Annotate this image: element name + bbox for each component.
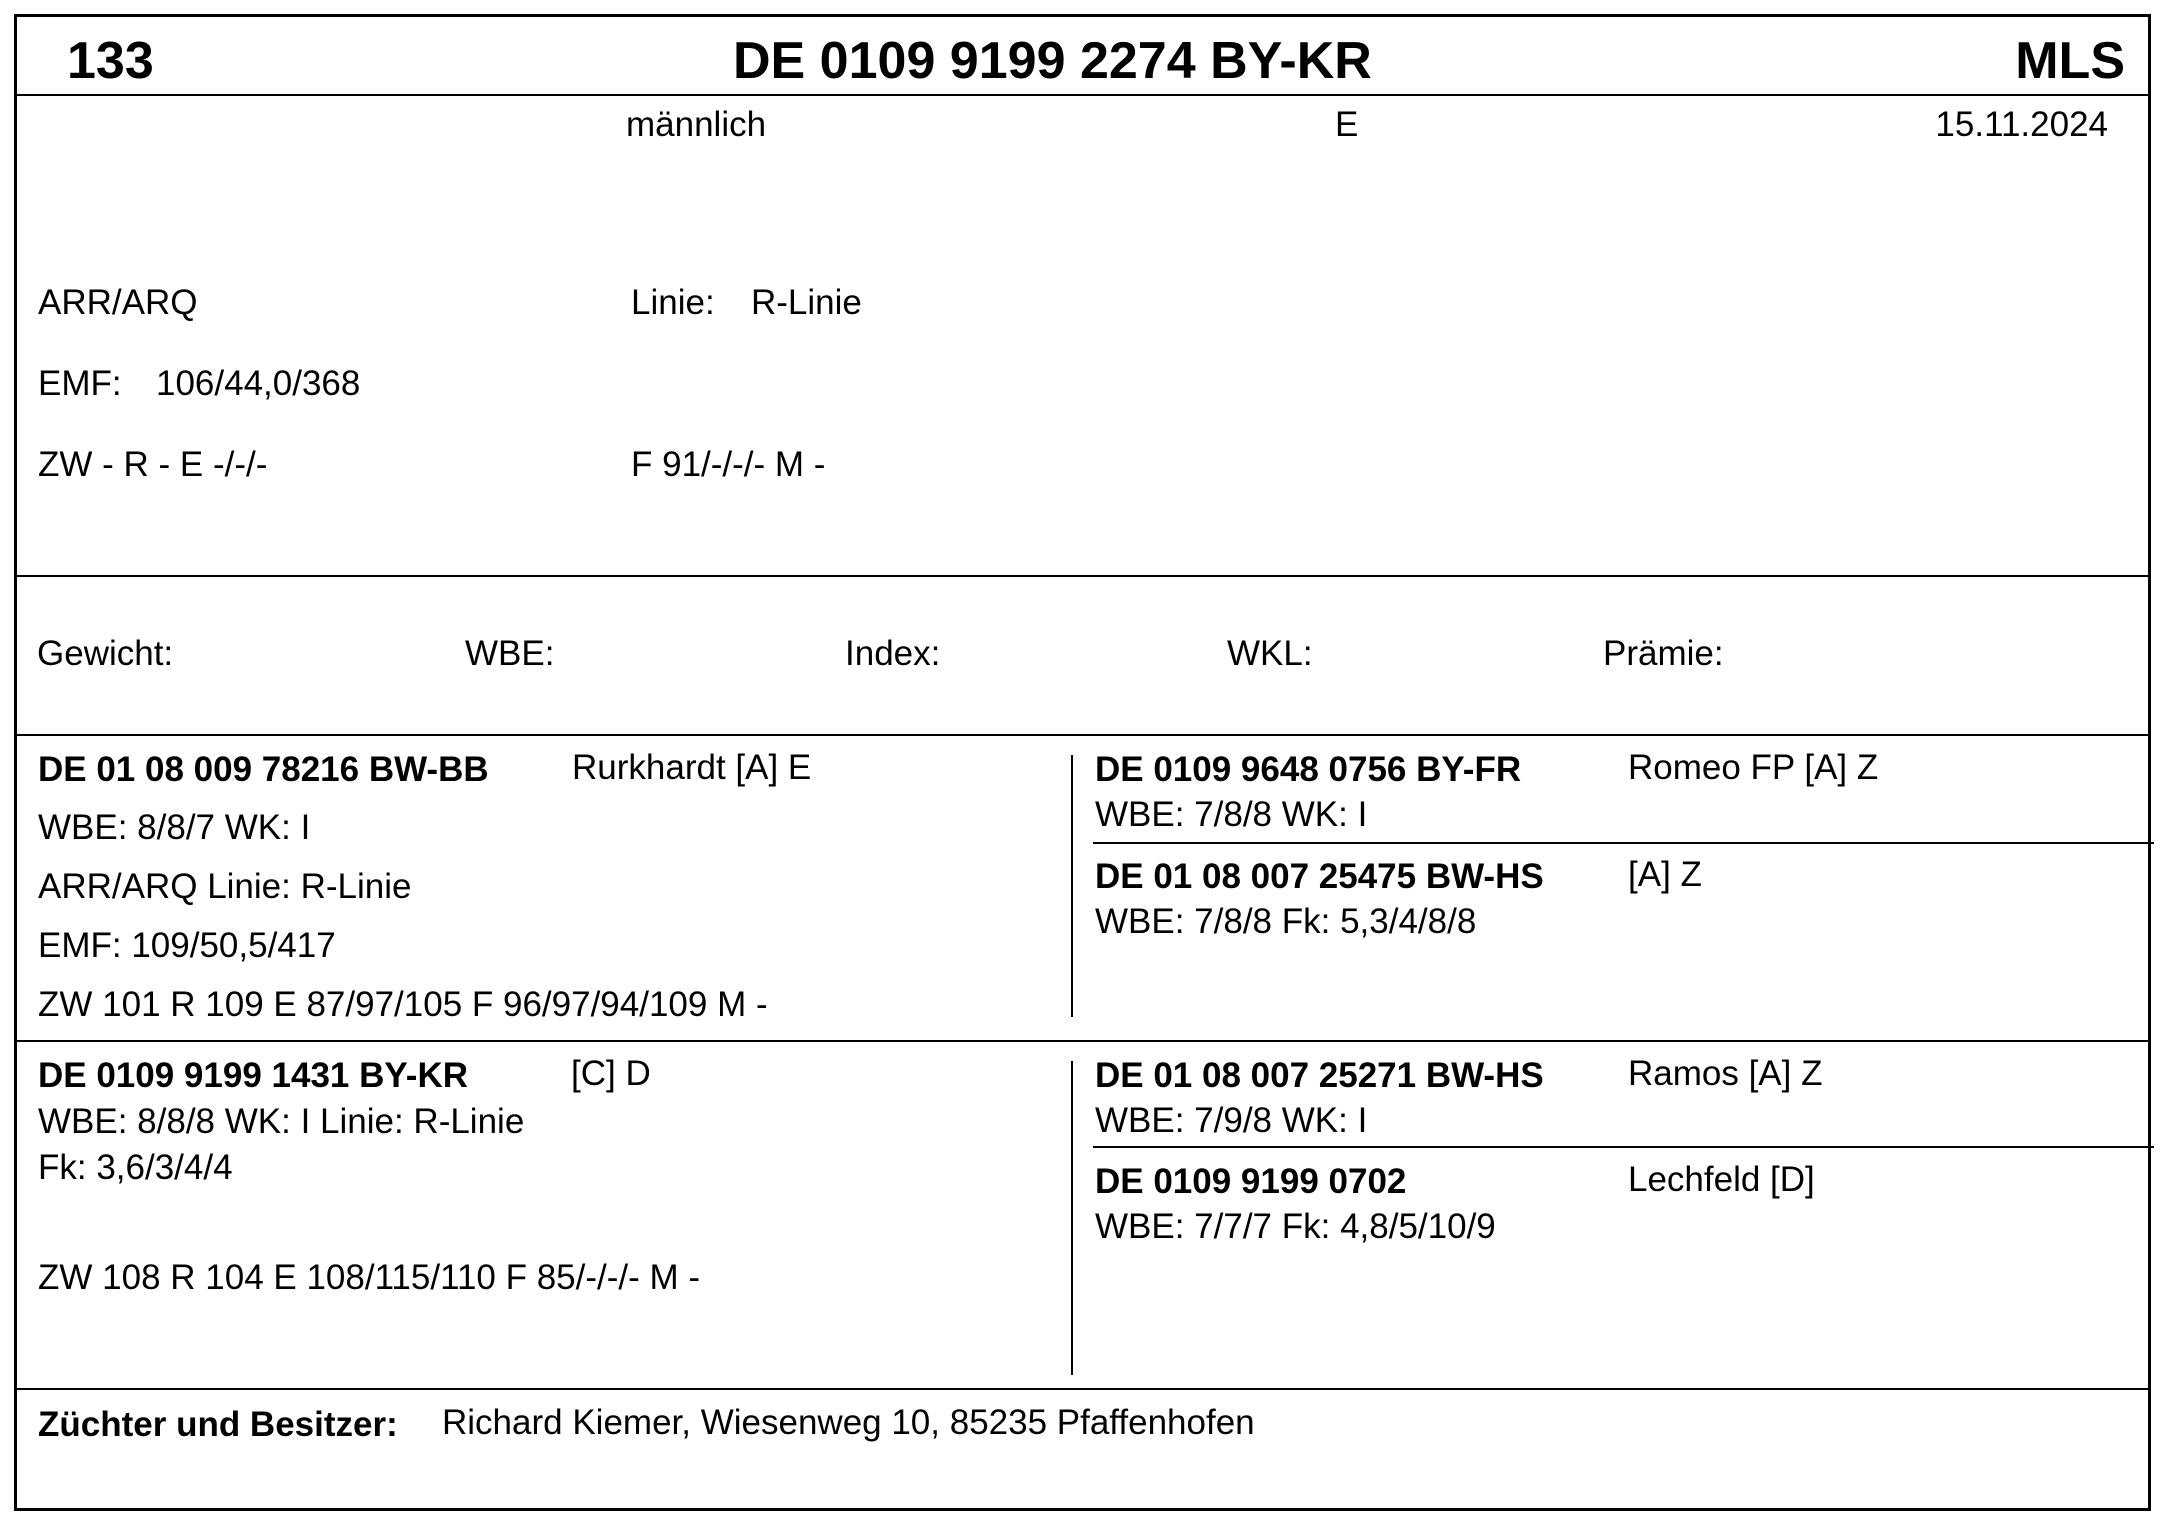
dam-column-divider [1071, 1061, 1073, 1375]
dam-grandparents-divider [1093, 1146, 2154, 1148]
breeding-value: ZW - R - E -/-/- [38, 445, 268, 484]
dam-sire-id: DE 01 08 007 25271 BW-HS [1095, 1056, 1544, 1095]
birth-date: 15.11.2024 [1935, 105, 2108, 144]
index-label: Index: [845, 634, 941, 673]
dam-name: [C] D [571, 1054, 651, 1093]
f-value: F 91/-/-/- M - [631, 445, 826, 484]
dam-dam-wbe: WBE: 7/7/7 Fk: 4,8/5/10/9 [1095, 1207, 1496, 1246]
breed-code: MLS [2015, 32, 2125, 90]
premium-label: Prämie: [1603, 634, 1724, 673]
dam-sire-wbe: WBE: 7/9/8 WK: I [1095, 1101, 1368, 1140]
sex: männlich [626, 105, 767, 144]
emf-value: 106/44,0/368 [156, 364, 361, 403]
header-divider [17, 94, 2148, 96]
dam-breeding-value: ZW 108 R 104 E 108/115/110 F 85/-/-/- M - [38, 1258, 701, 1297]
wkl-label: WKL: [1227, 634, 1313, 673]
dam-dam-name: Lechfeld [D] [1628, 1160, 1815, 1199]
sire-dam-name: [A] Z [1628, 855, 1702, 894]
breeder-owner-label: Züchter und Besitzer: [38, 1405, 398, 1444]
sire-sire-name: Romeo FP [A] Z [1628, 748, 1879, 787]
weight-label: Gewicht: [37, 634, 174, 673]
sire-grandparents-divider [1093, 842, 2154, 844]
grade: E [1335, 105, 1359, 144]
sire-sire-wbe: WBE: 7/8/8 WK: I [1095, 795, 1368, 834]
parents-divider [17, 1040, 2148, 1042]
sire-column-divider [1071, 755, 1073, 1017]
sire-dam-id: DE 01 08 007 25475 BW-HS [1095, 857, 1544, 896]
animal-ring-number: DE 0109 9199 2274 BY-KR [733, 32, 1372, 90]
sire-wbe: WBE: 8/8/7 WK: I [38, 808, 311, 847]
sire-id: DE 01 08 009 78216 BW-BB [38, 750, 489, 789]
dam-dam-id: DE 0109 9199 0702 [1095, 1162, 1407, 1201]
pedigree-card [14, 14, 2151, 1511]
breeder-owner-value: Richard Kiemer, Wiesenweg 10, 85235 Pfaffenhofen [442, 1403, 1255, 1442]
wbe-label: WBE: [465, 634, 555, 673]
sire-breeding-value: ZW 101 R 109 E 87/97/105 F 96/97/94/109 M - [38, 985, 768, 1024]
sire-dam-wbe: WBE: 7/8/8 Fk: 5,3/4/8/8 [1095, 902, 1477, 941]
dam-sire-name: Ramos [A] Z [1628, 1054, 1823, 1093]
dam-wbe: WBE: 8/8/8 WK: I Linie: R-Linie [38, 1102, 525, 1141]
dam-fk: Fk: 3,6/3/4/4 [38, 1148, 233, 1187]
sire-name: Rurkhardt [A] E [572, 748, 812, 787]
emf-label: EMF: [38, 364, 122, 403]
dam-id: DE 0109 9199 1431 BY-KR [38, 1056, 468, 1095]
info-divider [17, 575, 2148, 577]
line-value: R-Linie [751, 283, 862, 322]
fields-divider [17, 734, 2148, 736]
catalog-number: 133 [67, 32, 154, 90]
sire-sire-id: DE 0109 9648 0756 BY-FR [1095, 750, 1522, 789]
footer-divider [17, 1388, 2148, 1390]
line-label: Linie: [631, 283, 715, 322]
arr-genotype: ARR/ARQ [38, 283, 198, 322]
sire-emf: EMF: 109/50,5/417 [38, 926, 336, 965]
sire-line: ARR/ARQ Linie: R-Linie [38, 867, 412, 906]
